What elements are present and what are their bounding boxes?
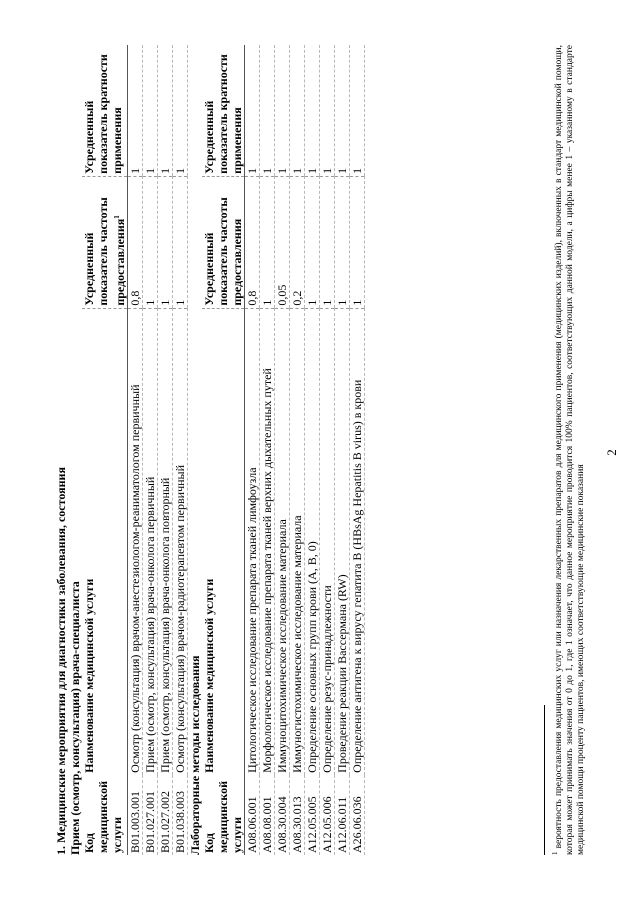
row-mult: 1	[128, 45, 143, 176]
table-row	[143, 45, 158, 855]
table-row	[173, 45, 188, 855]
row-code: A08.30.004	[275, 775, 290, 855]
row-mult: 1	[143, 45, 158, 176]
table2-header-name: Наименование медицинской услуги	[202, 308, 245, 775]
table2-header-freq: Усредненный показатель частоты предоставления	[202, 176, 245, 308]
footnote	[550, 45, 587, 855]
row-mult: 1	[290, 45, 305, 176]
section-title: 1. Медицинские мероприятия для диагностики заболевания, состояния	[54, 467, 68, 855]
table1-header-freq-text: Усредненный показатель частоты предоставления	[82, 197, 127, 306]
row-code: A08.30.013	[290, 775, 305, 855]
row-mult: 1	[260, 45, 275, 176]
page-content	[54, 45, 365, 855]
table-row	[335, 45, 350, 855]
row-freq: 0,05	[275, 176, 290, 308]
row-name: Осмотр (консультация) врачом-радиотерапевтом первичный	[173, 308, 188, 775]
row-name: Проведение реакции Вассермана (RW)	[335, 308, 350, 775]
specialist-table	[82, 45, 188, 855]
row-mult: 1	[320, 45, 335, 176]
row-name: Прием (осмотр, консультация) врача-онколога первичный	[143, 308, 158, 775]
table-row	[305, 45, 320, 855]
row-mult: 1	[173, 45, 188, 176]
table-row	[320, 45, 335, 855]
table-row	[275, 45, 290, 855]
table1-header-mult: Усредненный показатель кратности применения	[82, 45, 128, 176]
row-name: Определение основных групп крови (A, B, 0)	[305, 308, 320, 775]
row-code: B01.027.001	[143, 775, 158, 855]
row-name: Осмотр (консультация) врачом-анестезиологом-реаниматологом первичный	[128, 308, 143, 775]
table-row	[350, 45, 365, 855]
row-name: Иммуноцитохимическое исследование материала	[275, 308, 290, 775]
row-code: A12.06.011	[335, 775, 350, 855]
row-name: Определение резус-принадлежности	[320, 308, 335, 775]
row-name: Цитологическое исследование препарата тканей лимфоузла	[245, 308, 260, 775]
table2-header-row	[202, 45, 245, 855]
footnote-ref: 1	[113, 215, 121, 219]
lab-methods-table	[202, 45, 365, 855]
row-mult: 1	[335, 45, 350, 176]
row-name: Морфологическое исследование препарата тканей верхних дыхательных путей	[260, 308, 275, 775]
table1-header-row	[82, 45, 128, 855]
row-freq: 1	[260, 176, 275, 308]
row-name: Прием (осмотр, консультация) врача-онколога повторный	[158, 308, 173, 775]
row-mult: 1	[275, 45, 290, 176]
row-freq: 0,8	[128, 176, 143, 308]
row-code: A12.05.006	[320, 775, 335, 855]
row-code: A26.06.036	[350, 775, 365, 855]
row-mult: 1	[245, 45, 260, 176]
row-mult: 1	[158, 45, 173, 176]
row-code: A12.05.005	[305, 775, 320, 855]
row-mult: 1	[305, 45, 320, 176]
table-row	[128, 45, 143, 855]
table-row	[290, 45, 305, 855]
row-code: B01.027.002	[158, 775, 173, 855]
table1-title: Прием (осмотр, консультация) врача-специалиста	[68, 581, 82, 855]
footnote-marker: 1	[551, 851, 559, 855]
footnote-divider	[544, 705, 545, 855]
row-freq: 0,2	[290, 176, 305, 308]
row-freq: 1	[350, 176, 365, 308]
row-freq: 1	[143, 176, 158, 308]
row-code: A08.08.001	[260, 775, 275, 855]
row-code: B01.003.001	[128, 775, 143, 855]
row-freq: 0,8	[245, 176, 260, 308]
row-code: A08.06.001	[245, 775, 260, 855]
row-name: Определение антигена к вирусу гепатита B (HBsAg Hepatitis B virus) в крови	[350, 308, 365, 775]
table2-title: Лабораторные методы исследования	[188, 655, 202, 855]
row-mult: 1	[350, 45, 365, 176]
footnote-text: вероятность предоставления медицинских услуг или назначения лекарственных препаратов для медицинского применения (медицинских изделий), включенных в стандарт медицинской помощи, которая может принимать значения от 0 до 1, где 1 означает, что данное мероприятие проводится 100% пациентов, соответствующих данной модели, а цифры менее 1 – указанному в стандарте медицинской помощи проценту пациентов, имеющих соответствующие медицинские показания	[554, 45, 587, 855]
table2-header-mult: Усредненный показатель кратности применения	[202, 45, 245, 176]
row-name: Иммуногистохимическое исследование материала	[290, 308, 305, 775]
table-row	[158, 45, 173, 855]
row-freq: 1	[158, 176, 173, 308]
row-freq: 1	[335, 176, 350, 308]
table2-header-code: Код медицинской услуги	[202, 775, 245, 855]
table-row	[245, 45, 260, 855]
row-freq: 1	[320, 176, 335, 308]
table-row	[260, 45, 275, 855]
row-freq: 1	[173, 176, 188, 308]
row-freq: 1	[305, 176, 320, 308]
table1-header-code: Код медицинской услуги	[82, 775, 128, 855]
page-number: 2	[604, 449, 619, 456]
table1-header-name: Наименование медицинской услуги	[82, 308, 128, 775]
row-code: B01.038.003	[173, 775, 188, 855]
table1-header-freq	[82, 176, 128, 308]
